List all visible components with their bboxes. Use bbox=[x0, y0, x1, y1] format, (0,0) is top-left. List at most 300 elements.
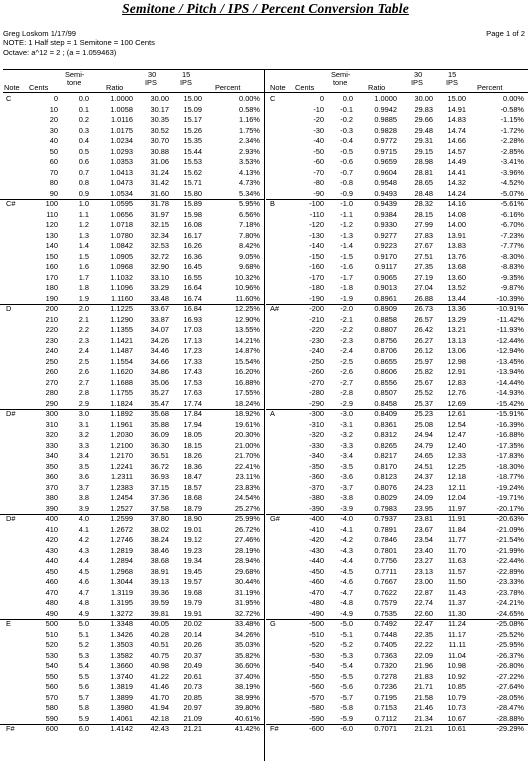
cell-cents: 0 bbox=[53, 94, 58, 103]
table-row bbox=[266, 703, 528, 714]
cell-ratio: 0.9330 bbox=[374, 220, 397, 229]
cell-ratio: 0.8265 bbox=[374, 440, 397, 450]
cell-ips30: 26.27 bbox=[414, 335, 433, 345]
cell-percent: 21.00% bbox=[234, 440, 260, 450]
cell-cents: 70 bbox=[49, 167, 58, 177]
cell-ips15: 17.43 bbox=[183, 367, 202, 376]
cell-ratio: 1.2454 bbox=[110, 493, 133, 502]
cell-cents: -400 bbox=[309, 514, 324, 523]
cell-ips30: 30.70 bbox=[150, 136, 169, 145]
cell-ratio: 1.1290 bbox=[110, 314, 133, 324]
cell-ips15: 15.35 bbox=[183, 136, 202, 145]
cell-percent: -19.71% bbox=[496, 493, 524, 502]
table-row bbox=[0, 682, 264, 693]
cell-percent: -6.16% bbox=[500, 209, 524, 219]
cell-ips30: 38.46 bbox=[150, 545, 169, 555]
cell-ratio: 1.1355 bbox=[110, 325, 133, 334]
cell-ratio: 0.8076 bbox=[374, 482, 397, 492]
cell-cents: 250 bbox=[45, 356, 58, 366]
cell-semitone: 1.1 bbox=[78, 209, 89, 219]
cell-ips30: 27.83 bbox=[414, 230, 433, 240]
table-row bbox=[266, 693, 528, 704]
cell-ips15: 12.83 bbox=[447, 377, 466, 387]
cell-semitone: -5.6 bbox=[340, 682, 353, 691]
cell-ips15: 19.68 bbox=[183, 587, 202, 597]
cell-ratio: 1.1160 bbox=[110, 293, 133, 303]
cell-percent: -19.24% bbox=[496, 482, 524, 492]
cell-percent: -26.37% bbox=[496, 650, 524, 660]
cell-semitone: -2.0 bbox=[340, 304, 353, 313]
cell-percent: 15.54% bbox=[234, 356, 260, 366]
cell-percent: -3.96% bbox=[500, 167, 524, 177]
cell-semitone: 1.4 bbox=[78, 241, 89, 250]
cell-cents: 120 bbox=[45, 220, 58, 229]
cell-ips15: 11.77 bbox=[448, 535, 466, 544]
cell-semitone: -0.8 bbox=[340, 178, 353, 187]
cell-ips15: 12.11 bbox=[448, 482, 466, 492]
cell-cents: 320 bbox=[45, 430, 58, 439]
cell-ips30: 40.05 bbox=[150, 619, 169, 628]
cell-cents: 20 bbox=[49, 115, 58, 124]
cell-ips30: 29.83 bbox=[414, 104, 433, 114]
cell-ips30: 21.34 bbox=[414, 713, 433, 723]
cell-ips15: 11.30 bbox=[448, 608, 466, 618]
cell-ips15: 10.79 bbox=[447, 692, 466, 702]
cell-ips15: 19.79 bbox=[183, 598, 202, 607]
cell-semitone: 1.0 bbox=[78, 199, 89, 208]
cell-cents: 60 bbox=[49, 157, 58, 166]
cell-note: A# bbox=[270, 304, 280, 313]
cell-ratio: 1.1892 bbox=[110, 409, 133, 418]
cell-percent: 1.75% bbox=[239, 125, 260, 135]
header-ips30-top: 30 bbox=[148, 70, 157, 79]
cell-ips30: 29.48 bbox=[414, 125, 433, 135]
cell-percent: -17.35% bbox=[496, 440, 524, 450]
cell-ratio: 1.1421 bbox=[110, 335, 133, 345]
cell-cents: 430 bbox=[45, 545, 58, 555]
header-percent: Percent bbox=[477, 83, 503, 92]
table-row bbox=[266, 136, 528, 147]
cell-semitone: 0.9 bbox=[78, 188, 89, 198]
cell-ips15: 15.53 bbox=[183, 157, 202, 166]
cell-ips30: 27.35 bbox=[414, 262, 433, 271]
cell-ips30: 42.18 bbox=[150, 713, 169, 723]
cell-cents: 300 bbox=[45, 409, 58, 418]
cell-percent: -28.88% bbox=[496, 713, 524, 723]
cell-cents: -20 bbox=[313, 115, 324, 124]
cell-note: D# bbox=[6, 409, 16, 418]
cell-percent: -27.64% bbox=[496, 682, 524, 691]
cell-percent: -14.93% bbox=[496, 388, 524, 397]
cell-cents: -500 bbox=[309, 619, 324, 628]
cell-percent: 30.44% bbox=[234, 577, 260, 586]
cell-ratio: 1.0473 bbox=[110, 178, 133, 187]
cell-ratio: 0.8361 bbox=[374, 419, 397, 429]
cell-cents: -100 bbox=[309, 199, 324, 208]
cell-cents: -210 bbox=[309, 314, 324, 324]
cell-semitone: 5.3 bbox=[78, 650, 89, 660]
cell-ratio: 1.2170 bbox=[110, 451, 133, 460]
cell-ips30: 28.81 bbox=[414, 167, 433, 177]
table-row bbox=[0, 136, 264, 147]
header-ips15-bottom: IPS bbox=[446, 78, 458, 87]
cell-semitone: 5.9 bbox=[78, 713, 89, 723]
cell-percent: 14.87% bbox=[234, 346, 260, 355]
cell-ips30: 35.27 bbox=[150, 388, 169, 397]
table-row bbox=[266, 525, 528, 536]
cell-semitone: -2.9 bbox=[340, 398, 353, 408]
table-row bbox=[266, 598, 528, 609]
table-row bbox=[0, 231, 264, 242]
table-row bbox=[266, 94, 528, 105]
table-row bbox=[266, 115, 528, 126]
cell-semitone: 2.8 bbox=[78, 388, 89, 397]
cell-ips15: 15.62 bbox=[183, 167, 202, 177]
cell-semitone: -4.9 bbox=[340, 608, 353, 618]
cell-semitone: 5.7 bbox=[78, 692, 89, 702]
table-row bbox=[0, 252, 264, 263]
cell-semitone: 2.2 bbox=[78, 325, 89, 334]
cell-cents: -260 bbox=[309, 367, 324, 376]
cell-cents: -390 bbox=[309, 503, 324, 513]
cell-ratio: 0.9828 bbox=[374, 125, 397, 135]
cell-percent: 33.48% bbox=[234, 619, 260, 628]
cell-cents: -40 bbox=[313, 136, 324, 145]
table-row bbox=[0, 157, 264, 168]
cell-ips15: 18.79 bbox=[183, 503, 202, 513]
cell-percent: 1.16% bbox=[239, 115, 260, 124]
cell-ips30: 42.43 bbox=[150, 724, 169, 733]
cell-ips15: 11.84 bbox=[448, 524, 466, 534]
cell-ips15: 14.66 bbox=[447, 136, 466, 145]
cell-percent: 5.34% bbox=[239, 188, 260, 198]
table-row bbox=[266, 535, 528, 546]
cell-ratio: 1.3348 bbox=[110, 619, 133, 628]
cell-semitone: -3.2 bbox=[340, 430, 353, 439]
table-row bbox=[0, 430, 264, 441]
cell-ips30: 40.28 bbox=[150, 629, 169, 639]
table-row bbox=[0, 94, 264, 105]
cell-semitone: -1.3 bbox=[340, 230, 353, 240]
cell-cents: -590 bbox=[309, 713, 324, 723]
cell-semitone: -5.9 bbox=[340, 713, 353, 723]
cell-percent: 26.72% bbox=[234, 524, 260, 534]
cell-cents: -120 bbox=[309, 220, 324, 229]
table-row bbox=[266, 210, 528, 221]
cell-cents: -320 bbox=[309, 430, 324, 439]
cell-percent: -17.83% bbox=[496, 451, 524, 460]
cell-cents: -200 bbox=[309, 304, 324, 313]
cell-semitone: -0.4 bbox=[340, 136, 353, 145]
cell-cents: 590 bbox=[45, 713, 58, 723]
cell-percent: 8.42% bbox=[239, 241, 260, 250]
cell-ips15: 13.76 bbox=[447, 251, 466, 261]
cell-ratio: 1.2100 bbox=[110, 440, 133, 450]
cell-ips15: 11.70 bbox=[448, 545, 466, 555]
cell-percent: -7.77% bbox=[500, 241, 524, 250]
cell-percent: -14.44% bbox=[496, 377, 524, 387]
table-row bbox=[266, 430, 528, 441]
cell-ips30: 22.35 bbox=[414, 629, 433, 639]
cell-percent: 11.60% bbox=[235, 293, 260, 303]
cell-semitone: -3.7 bbox=[340, 482, 353, 492]
cell-ratio: 0.8655 bbox=[374, 356, 397, 366]
table-row bbox=[0, 504, 264, 515]
cell-percent: 28.94% bbox=[234, 556, 260, 565]
table-row bbox=[0, 294, 264, 305]
cell-percent: 18.92% bbox=[234, 409, 260, 418]
header-ips30-bottom: IPS bbox=[411, 78, 423, 87]
cell-percent: 16.20% bbox=[234, 367, 260, 376]
cell-cents: -150 bbox=[309, 251, 324, 261]
cell-ratio: 0.7448 bbox=[374, 629, 397, 639]
cell-ips15: 21.21 bbox=[183, 724, 202, 733]
cell-cents: 440 bbox=[45, 556, 58, 565]
cell-percent: 9.05% bbox=[239, 251, 260, 261]
table-row bbox=[0, 619, 264, 630]
cell-note: F# bbox=[270, 724, 279, 733]
cell-cents: 520 bbox=[45, 640, 58, 649]
cell-ratio: 1.1755 bbox=[110, 388, 133, 397]
cell-semitone: -1.0 bbox=[340, 199, 353, 208]
table-row bbox=[266, 199, 528, 210]
cell-ips30: 30.52 bbox=[150, 125, 169, 135]
cell-ips15: 11.11 bbox=[448, 640, 466, 649]
cell-percent: 37.40% bbox=[234, 671, 260, 681]
cell-ips30: 36.30 bbox=[150, 440, 169, 450]
cell-ratio: 1.3660 bbox=[110, 661, 133, 670]
cell-ips15: 15.17 bbox=[183, 115, 202, 124]
author-line: Greg Loskom 1/17/99 bbox=[3, 29, 77, 38]
cell-cents: 40 bbox=[49, 136, 58, 145]
cell-cents: -60 bbox=[313, 157, 324, 166]
cell-percent: 24.54% bbox=[234, 493, 260, 502]
cell-percent: 7.80% bbox=[239, 230, 260, 240]
cell-semitone: -4.5 bbox=[340, 566, 353, 576]
cell-ips30: 25.37 bbox=[414, 398, 433, 408]
cell-semitone: -3.8 bbox=[340, 493, 353, 502]
cell-ratio: 0.9384 bbox=[374, 209, 397, 219]
cell-ips30: 23.54 bbox=[414, 535, 433, 544]
header-bottom-rule bbox=[3, 92, 528, 93]
cell-ips30: 35.47 bbox=[150, 398, 169, 408]
cell-ips30: 21.71 bbox=[414, 682, 433, 691]
cell-cents: -220 bbox=[309, 325, 324, 334]
cell-ips15: 18.57 bbox=[183, 482, 202, 492]
header-ips30-bottom: IPS bbox=[145, 78, 157, 87]
cell-ips30: 36.93 bbox=[150, 472, 169, 481]
cell-cents: 330 bbox=[45, 440, 58, 450]
table-row bbox=[0, 577, 264, 588]
cell-ips30: 23.95 bbox=[414, 503, 433, 513]
cell-semitone: 0.3 bbox=[78, 125, 89, 135]
cell-ratio: 1.2599 bbox=[110, 514, 133, 523]
cell-ips15: 12.54 bbox=[447, 419, 466, 429]
cell-percent: 6.56% bbox=[239, 209, 260, 219]
table-row bbox=[266, 325, 528, 336]
cell-ips15: 11.91 bbox=[448, 514, 466, 523]
cell-semitone: -1.5 bbox=[340, 251, 353, 261]
cell-ips30: 41.94 bbox=[150, 703, 169, 712]
table-row bbox=[266, 577, 528, 588]
cell-ips15: 12.91 bbox=[447, 367, 466, 376]
group-rule bbox=[266, 409, 528, 410]
cell-ratio: 1.2311 bbox=[110, 472, 133, 481]
cell-ips15: 19.57 bbox=[183, 577, 202, 586]
cell-ips30: 37.58 bbox=[150, 503, 169, 513]
cell-ratio: 1.0595 bbox=[110, 199, 133, 208]
table-row bbox=[266, 609, 528, 620]
cell-semitone: -2.7 bbox=[340, 377, 353, 387]
table-row bbox=[0, 451, 264, 462]
cell-ratio: 1.4142 bbox=[110, 724, 133, 733]
cell-semitone: -1.8 bbox=[340, 283, 353, 292]
cell-semitone: 3.0 bbox=[78, 409, 89, 418]
cell-ips15: 15.00 bbox=[447, 94, 466, 103]
cell-cents: 400 bbox=[45, 514, 58, 523]
table-row bbox=[0, 630, 264, 641]
cell-note: G# bbox=[270, 514, 280, 523]
cell-ips15: 13.60 bbox=[447, 272, 466, 282]
cell-ratio: 1.0175 bbox=[110, 125, 133, 135]
table-row bbox=[0, 126, 264, 137]
cell-cents: 580 bbox=[45, 703, 58, 712]
cell-ips30: 37.36 bbox=[150, 493, 169, 502]
cell-ips30: 28.65 bbox=[414, 178, 433, 187]
cell-note: F# bbox=[6, 724, 15, 733]
table-row bbox=[0, 378, 264, 389]
cell-semitone: -4.6 bbox=[340, 577, 353, 586]
cell-ratio: 0.7667 bbox=[374, 577, 397, 586]
cell-percent: -9.35% bbox=[500, 272, 524, 282]
table-row bbox=[0, 115, 264, 126]
cell-cents: 150 bbox=[45, 251, 58, 261]
table-row bbox=[0, 651, 264, 662]
cell-ips30: 34.46 bbox=[150, 346, 169, 355]
right-header bbox=[266, 71, 528, 92]
cell-ips30: 36.72 bbox=[150, 461, 169, 471]
cell-semitone: -1.6 bbox=[340, 262, 353, 271]
cell-ips30: 24.37 bbox=[414, 472, 433, 481]
table-row bbox=[266, 409, 528, 420]
table-row bbox=[266, 273, 528, 284]
cell-cents: 500 bbox=[45, 619, 58, 628]
header-semitone-bottom: tone bbox=[67, 78, 82, 87]
cell-ips15: 13.68 bbox=[447, 262, 466, 271]
cell-cents: -330 bbox=[309, 440, 324, 450]
header-note: Note bbox=[270, 83, 286, 92]
cell-semitone: 0.0 bbox=[78, 94, 89, 103]
table-row bbox=[0, 283, 264, 294]
table-row bbox=[0, 588, 264, 599]
octave-line: Octave: a^12 = 2 ; (a = 1.059463) bbox=[3, 48, 117, 57]
cell-semitone: 0.4 bbox=[78, 136, 89, 145]
cell-ips15: 13.06 bbox=[447, 346, 466, 355]
cell-percent: 0.00% bbox=[239, 94, 260, 103]
cell-percent: -7.23% bbox=[500, 230, 524, 240]
cell-ips15: 13.29 bbox=[447, 314, 466, 324]
cell-semitone: 0.5 bbox=[78, 146, 89, 156]
cell-ips30: 24.09 bbox=[414, 493, 433, 502]
cell-percent: 2.93% bbox=[239, 146, 260, 156]
cell-cents: 470 bbox=[45, 587, 58, 597]
cell-cents: -140 bbox=[309, 241, 324, 250]
table-row bbox=[0, 189, 264, 200]
cell-ips15: 13.44 bbox=[447, 293, 466, 303]
cell-ips30: 27.51 bbox=[414, 251, 433, 261]
cell-cents: -300 bbox=[309, 409, 324, 418]
cell-semitone: 0.2 bbox=[78, 115, 89, 124]
cell-percent: 12.25% bbox=[234, 304, 260, 313]
cell-percent: 22.41% bbox=[234, 461, 260, 471]
cell-ips30: 25.23 bbox=[414, 409, 433, 418]
cell-ips15: 16.84 bbox=[183, 304, 202, 313]
header-ratio: Ratio bbox=[368, 83, 386, 92]
table-row bbox=[266, 189, 528, 200]
cell-ips15: 12.98 bbox=[447, 356, 466, 366]
cell-ips15: 20.37 bbox=[183, 650, 202, 660]
cell-ips30: 29.15 bbox=[414, 146, 433, 156]
cell-semitone: 3.1 bbox=[78, 419, 89, 429]
cell-semitone: 5.0 bbox=[78, 619, 89, 628]
cell-semitone: -2.5 bbox=[340, 356, 353, 366]
cell-semitone: 5.5 bbox=[78, 671, 89, 681]
cell-semitone: 4.6 bbox=[78, 577, 89, 586]
cell-percent: -3.41% bbox=[500, 157, 524, 166]
cell-note: D bbox=[6, 304, 12, 313]
cell-ips15: 12.40 bbox=[447, 440, 466, 450]
cell-percent: -5.61% bbox=[500, 199, 524, 208]
cell-note: C bbox=[270, 94, 276, 103]
table-row bbox=[0, 147, 264, 158]
cell-ips30: 26.42 bbox=[414, 325, 433, 334]
cell-ips15: 14.91 bbox=[447, 104, 466, 114]
cell-ips15: 19.01 bbox=[183, 524, 202, 534]
cell-cents: -490 bbox=[309, 608, 324, 618]
cell-ips15: 10.98 bbox=[447, 661, 466, 670]
cell-ratio: 1.3582 bbox=[110, 650, 133, 660]
cell-ips30: 24.23 bbox=[414, 482, 433, 492]
cell-ips30: 26.88 bbox=[414, 293, 433, 303]
cell-percent: -11.93% bbox=[497, 325, 524, 334]
table-row bbox=[0, 325, 264, 336]
cell-ips30: 39.59 bbox=[150, 598, 169, 607]
cell-ratio: 1.0534 bbox=[110, 188, 133, 198]
table-row bbox=[0, 220, 264, 231]
cell-cents: 410 bbox=[45, 524, 58, 534]
cell-ratio: 0.7153 bbox=[374, 703, 397, 712]
cell-ratio: 0.8756 bbox=[374, 335, 397, 345]
cell-semitone: 1.2 bbox=[78, 220, 89, 229]
cell-ips30: 39.13 bbox=[150, 577, 169, 586]
cell-cents: 450 bbox=[45, 566, 58, 576]
cell-ips15: 11.43 bbox=[448, 587, 466, 597]
cell-ratio: 0.8170 bbox=[374, 461, 397, 471]
cell-ratio: 0.9013 bbox=[374, 283, 397, 292]
cell-ips15: 14.24 bbox=[447, 188, 466, 198]
cell-ips30: 22.22 bbox=[414, 640, 433, 649]
cell-ratio: 1.2383 bbox=[110, 482, 133, 492]
cell-cents: 370 bbox=[45, 482, 58, 492]
cell-ips30: 32.72 bbox=[150, 251, 169, 261]
cell-ips15: 17.74 bbox=[183, 398, 202, 408]
cell-ips15: 14.49 bbox=[447, 157, 466, 166]
cell-semitone: -4.4 bbox=[340, 556, 353, 565]
table-row bbox=[266, 451, 528, 462]
cell-percent: 0.00% bbox=[503, 94, 524, 103]
cell-semitone: 1.8 bbox=[78, 283, 89, 292]
cell-ips30: 31.60 bbox=[150, 188, 169, 198]
